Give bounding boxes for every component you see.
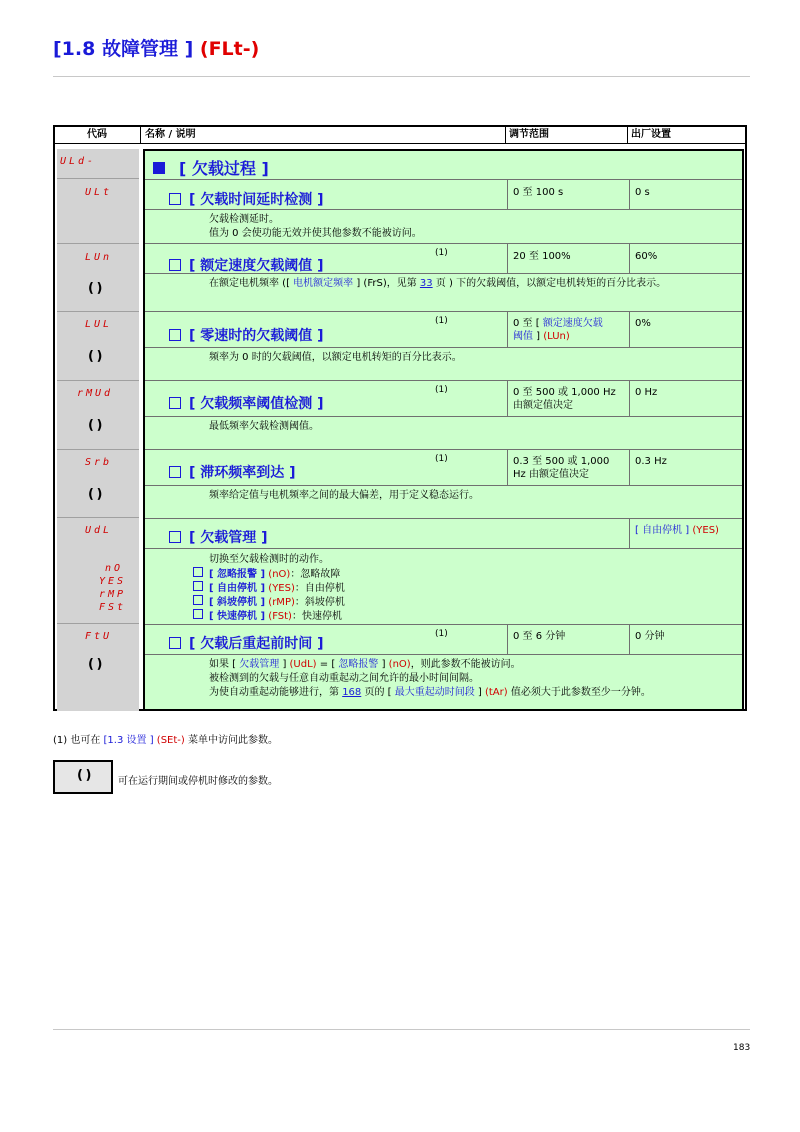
footnote-ref: (1): [435, 385, 448, 395]
option-box-icon: [193, 609, 203, 619]
cell-sep: [629, 625, 630, 655]
settings-menu-link[interactable]: [1.3 设置 ]: [103, 735, 154, 746]
param-range: 0 至 6 分钟: [513, 631, 566, 642]
code-sep: [57, 311, 139, 312]
param-code: UdL: [85, 525, 113, 536]
param-range: 0.3 至 500 或 1,000 Hz 由额定值决定: [513, 456, 610, 480]
param-desc: 被检测到的欠载与任意自动重起动之间允许的最小时间间隔。: [209, 673, 479, 684]
param-code: LUn: [85, 252, 113, 263]
cell-sep: [507, 180, 508, 210]
option-code: FSt: [99, 602, 127, 613]
param-code: LUL: [85, 319, 113, 330]
param-desc: 如果 [ 欠载管理 ] (UdL) = [ 忽略报警 ] (nO)，则此参数不能被访问。: [209, 659, 521, 670]
param-range: 0 至 [ 额定速度欠载 阈值 ] (LUn): [513, 318, 603, 342]
col-header-code: 代码: [87, 129, 107, 140]
param-desc: 切换至欠载检测时的动作。: [209, 554, 329, 565]
cell-sep: [507, 625, 508, 655]
option-box-icon: [193, 595, 203, 605]
table-row: [145, 519, 742, 549]
table-row: [145, 180, 742, 210]
param-desc: 欠载检测延时。: [209, 214, 279, 225]
cell-sep: [629, 180, 630, 210]
table-row: [145, 381, 742, 417]
page-link[interactable]: 33: [419, 278, 433, 289]
param-code: ULt: [85, 187, 113, 198]
code-sep: [57, 449, 139, 450]
lock-icon: ( ): [88, 657, 102, 672]
section-row: [145, 151, 742, 180]
col-header-range: 调节范围: [509, 129, 549, 140]
option-item: [ 忽略报警 ] (nO)：忽略故障: [193, 567, 340, 582]
param-title: [ 欠载管理 ]: [169, 527, 268, 547]
param-range: 0 至 100 s: [513, 187, 564, 198]
parameter-table: [53, 125, 747, 711]
checkbox-icon: [169, 193, 181, 205]
param-title: [ 欠载后重起前时间 ]: [169, 633, 324, 653]
header-sep-3: [627, 127, 628, 144]
cell-sep: [507, 244, 508, 274]
param-desc: 值为 0 会使功能无效并使其他参数不能被访问。: [209, 228, 422, 239]
param-desc: 频率给定值与电机频率之间的最大偏差，用于定义稳态运行。: [209, 490, 479, 501]
cell-sep: [507, 450, 508, 486]
param-factory: [ 自由停机 ] (YES): [635, 525, 719, 536]
page-title-code: (FLt-): [199, 38, 260, 60]
section-title: [ 欠载过程 ]: [153, 156, 269, 179]
param-factory: 0%: [635, 318, 651, 329]
cell-sep: [629, 244, 630, 274]
checkbox-icon: [169, 259, 181, 271]
param-factory: 0.3 Hz: [635, 456, 667, 467]
table-row-desc: [145, 417, 742, 450]
param-desc: 在额定电机频率 ([ 电机额定频率 ] (FrS)，见第 33 页 ) 下的欠载阈值，以额定电机转矩的百分比表示。: [209, 278, 667, 289]
param-factory: 0 s: [635, 187, 650, 198]
table-row-desc: [145, 210, 742, 244]
lock-icon: ( ): [88, 349, 102, 364]
code-sep: [57, 517, 139, 518]
table-row-desc: [145, 348, 742, 381]
cell-sep: [507, 381, 508, 417]
page-number: 183: [733, 1043, 751, 1053]
checkbox-icon: [169, 637, 181, 649]
param-range: 20 至 100%: [513, 251, 571, 262]
cell-sep: [507, 312, 508, 348]
option-code: nO: [105, 563, 124, 574]
param-title: [ 零速时的欠载阈值 ]: [169, 325, 324, 345]
param-range: 0 至 500 或 1,000 Hz 由额定值决定: [513, 387, 616, 411]
param-title: [ 欠载时间延时检测 ]: [169, 189, 324, 209]
page-title-main: [1.8 故障管理 ]: [53, 38, 194, 60]
param-desc: 为使自动重起动能够进行，第 168 页的 [ 最大重起动时间段 ] (tAr) 值必须大于此参数至少一分钟。: [209, 687, 651, 698]
header-rule: [55, 143, 745, 144]
param-title: [ 额定速度欠载阈值 ]: [169, 255, 324, 275]
table-row: [145, 625, 742, 655]
checkbox-icon: [169, 397, 181, 409]
code-sep: [57, 623, 139, 624]
page-title: [53, 34, 259, 61]
lock-icon: ( ): [88, 281, 102, 296]
param-title: [ 欠载频率阈值检测 ]: [169, 393, 324, 413]
option-code: YES: [99, 576, 127, 587]
legend-lock-box: [53, 760, 113, 794]
link-motor-freq[interactable]: 电机额定频率: [293, 278, 354, 289]
table-row: [145, 244, 742, 274]
cell-sep: [629, 450, 630, 486]
lock-icon: ( ): [88, 418, 102, 433]
page-link[interactable]: 168: [342, 687, 362, 698]
table-row: [145, 450, 742, 486]
filled-square-icon: [153, 162, 165, 174]
code-sep: [57, 380, 139, 381]
checkbox-icon: [169, 466, 181, 478]
header-divider: [53, 76, 750, 77]
code-sep: [57, 178, 139, 179]
cell-sep: [629, 381, 630, 417]
table-row-desc: [145, 549, 742, 625]
footnote-ref: (1): [435, 454, 448, 464]
param-code: FtU: [85, 631, 113, 642]
table-row: [145, 312, 742, 348]
code-sep: [57, 243, 139, 244]
table-row-desc: [145, 655, 742, 709]
param-factory: 0 Hz: [635, 387, 658, 398]
col-header-factory: 出厂设置: [631, 129, 671, 140]
checkbox-icon: [169, 329, 181, 341]
param-code: rMUd: [77, 388, 114, 399]
header-sep-2: [505, 127, 506, 144]
option-item: [ 快速停机 ] (FSt)：快速停机: [193, 609, 342, 624]
header-sep-1: [140, 127, 141, 144]
lock-icon: ( ): [77, 768, 91, 783]
green-content-frame: [143, 149, 744, 711]
option-item: [ 斜坡停机 ] (rMP)：斜坡停机: [193, 595, 345, 610]
footnote-ref: (1): [435, 629, 448, 639]
option-box-icon: [193, 567, 203, 577]
cell-sep: [629, 519, 630, 549]
param-desc: 频率为 0 时的欠载阈值，以额定电机转矩的百分比表示。: [209, 352, 462, 363]
option-box-icon: [193, 581, 203, 591]
col-header-name: 名称 / 说明: [145, 129, 196, 140]
option-item: [ 自由停机 ] (YES)：自由停机: [193, 581, 345, 596]
param-factory: 60%: [635, 251, 658, 262]
footnote-ref: (1): [435, 248, 448, 258]
checkbox-icon: [169, 531, 181, 543]
footer-divider: [53, 1029, 750, 1030]
table-row-desc: [145, 274, 742, 312]
footnote-ref: (1): [435, 316, 448, 326]
legend-text: 可在运行期间或停机时修改的参数。: [118, 776, 278, 787]
table-row-desc: [145, 486, 742, 519]
param-title: [ 滞环频率到达 ]: [169, 462, 296, 482]
param-code: Srb: [85, 457, 113, 468]
cell-sep: [629, 312, 630, 348]
section-code: ULd-: [60, 156, 97, 167]
param-desc: 最低频率欠载检测阈值。: [209, 421, 319, 432]
lock-icon: ( ): [88, 487, 102, 502]
param-factory: 0 分钟: [635, 631, 665, 642]
footnote: (1) 也可在 [1.3 设置 ] (SEt-) 菜单中访问此参数。: [53, 735, 278, 746]
option-code: rMP: [99, 589, 127, 600]
